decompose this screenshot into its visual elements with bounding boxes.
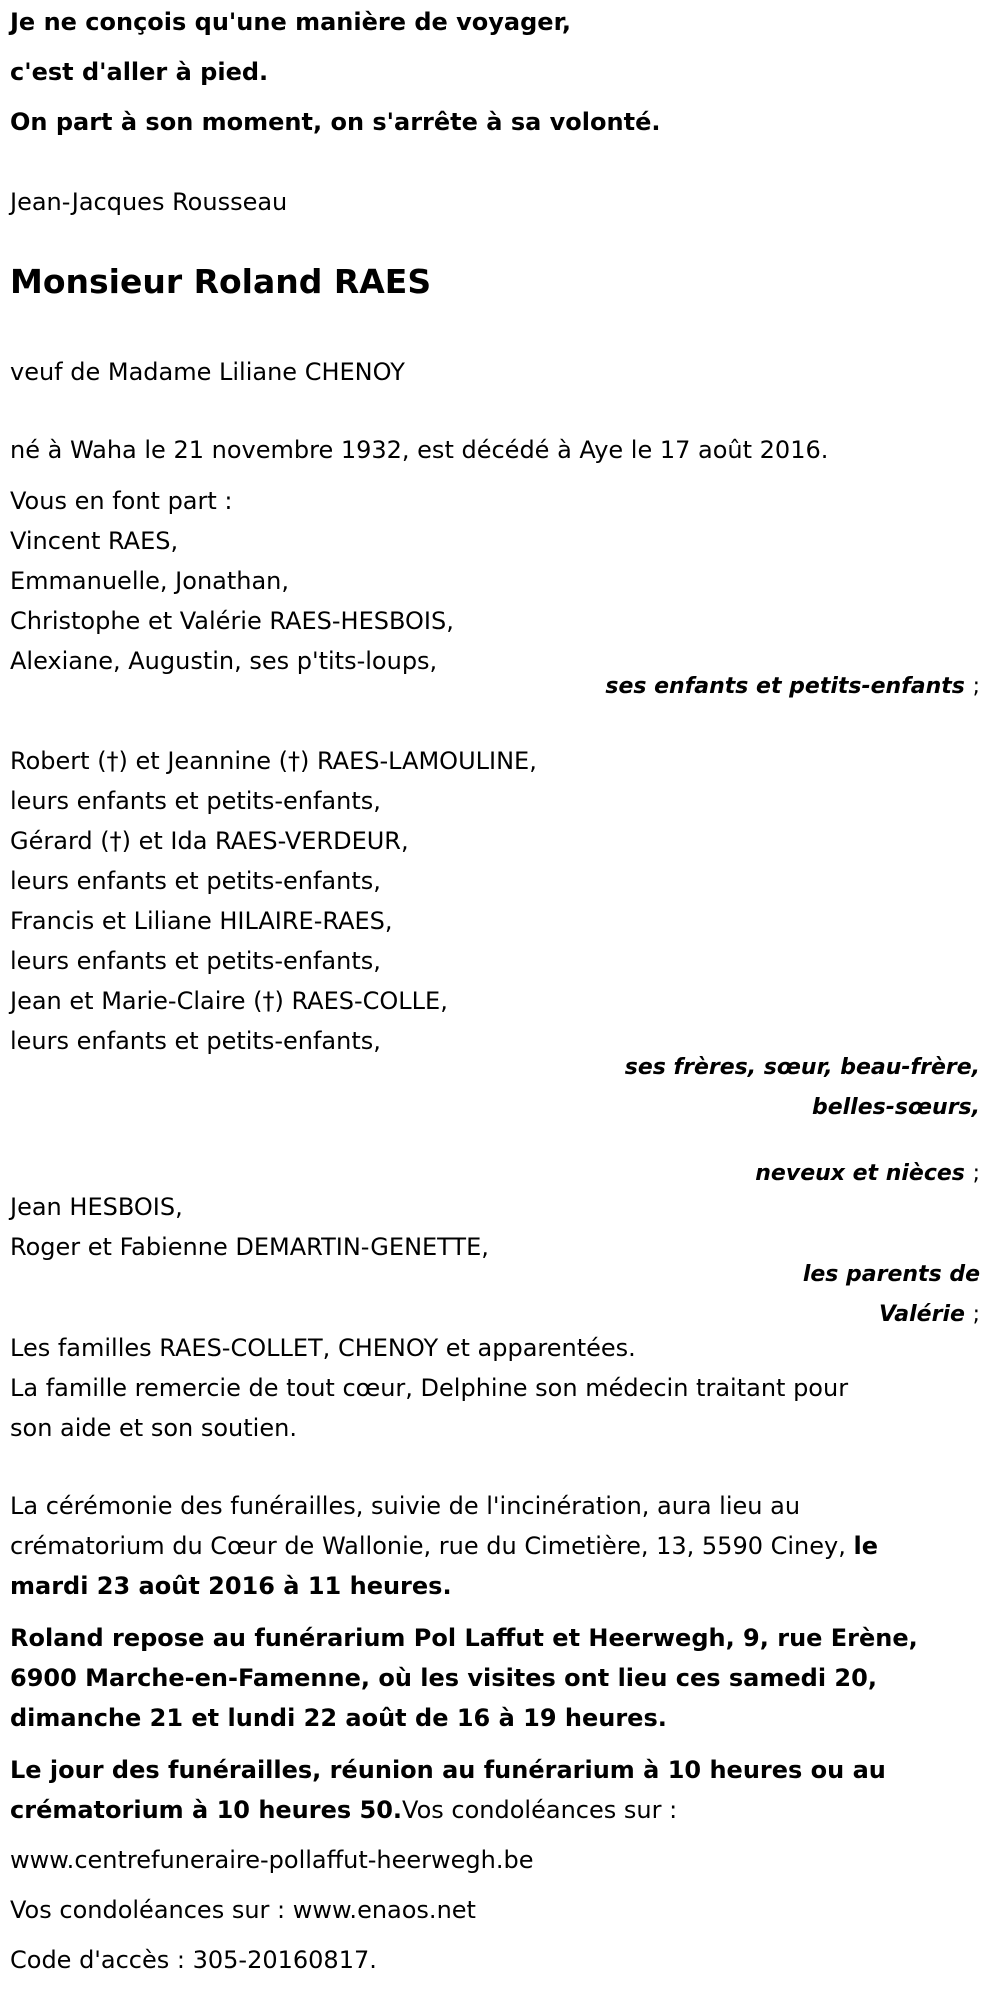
children-role-text: ses enfants et petits-enfants [605,674,965,699]
sibling-line: Jean et Marie-Claire (†) RAES-COLLE, [10,987,448,1015]
inlaws-role [720,1255,980,1335]
sibling-line: Francis et Liliane HILAIRE-RAES, [10,907,393,935]
inlaw-line: Roger et Fabienne DEMARTIN-GENETTE, [10,1233,489,1261]
rest-line-3: dimanche 21 et lundi 22 août de 16 à 19 heures. [10,1704,667,1732]
siblings-role-2 [600,1154,980,1194]
children-line: Emmanuelle, Jonathan, [10,567,290,595]
quote-line-3: On part à son moment, on s'arrête à sa volonté. [10,108,661,136]
rest-line-1: Roland repose au funérarium Pol Laffut et Heerwegh, 9, rue Erène, [10,1624,918,1652]
siblings-role: ses frères, sœur, beau-frère, belles-sœurs, [624,1055,980,1120]
meeting-line-1: Le jour des funérailles, réunion au funérarium à 10 heures ou au [10,1756,886,1784]
ceremony-line-1: La cérémonie des funérailles, suivie de l'incinération, aura lieu au [10,1492,801,1520]
thanks-line-2: son aide et son soutien. [10,1414,297,1442]
sibling-line: leurs enfants et petits-enfants, [10,867,381,895]
sibling-line: leurs enfants et petits-enfants, [10,787,381,815]
children-line: Alexiane, Augustin, ses p'tits-loups, [10,647,438,675]
sibling-line: Gérard (†) et Ida RAES-VERDEUR, [10,827,409,855]
access-code-line: Code d'accès : 305-20160817. [10,1946,377,1974]
inlaw-line: Jean HESBOIS, [10,1193,183,1221]
sibling-line: leurs enfants et petits-enfants, [10,1027,381,1055]
inlaws-role-text: les parents de Valérie [802,1262,980,1327]
siblings-role-separator: ; [972,1161,980,1186]
enaos-condolences-line[interactable]: Vos condoléances sur : www.enaos.net [10,1896,476,1924]
quote-line-2: c'est d'aller à pied. [10,58,269,86]
children-role-separator: ; [972,674,980,699]
siblings-role-2-text: neveux et nièces [755,1161,965,1186]
quote-line-1: Je ne conçois qu'une manière de voyager, [10,8,572,36]
sibling-line: Robert (†) et Jeannine (†) RAES-LAMOULINE, [10,747,537,775]
inlaws-role-separator: ; [972,1302,980,1327]
ceremony-line-2-bold: le [853,1532,878,1560]
sibling-line: leurs enfants et petits-enfants, [10,947,381,975]
deceased-name: Monsieur Roland RAES [10,262,432,301]
ceremony-line-2-text: crématorium du Cœur de Wallonie, rue du Cimetière, 13, 5590 Ciney, [10,1532,846,1560]
children-line: Christophe et Valérie RAES-HESBOIS, [10,607,454,635]
families-line: Les familles RAES-COLLET, CHENOY et apparentées. [10,1334,636,1362]
rest-line-2: 6900 Marche-en-Famenne, où les visites ont lieu ces samedi 20, [10,1664,877,1692]
children-line: Vincent RAES, [10,527,179,555]
ceremony-line-2 [10,1532,878,1560]
spouse-line: veuf de Madame Liliane CHENOY [10,358,405,386]
quote-author: Jean-Jacques Rousseau [10,188,288,216]
announce-line: Vous en font part : [10,487,233,515]
website-link[interactable]: www.centrefuneraire-pollaffut-heerwegh.be [10,1846,534,1874]
dates-line: né à Waha le 21 novembre 1932, est décédé à Aye le 17 août 2016. [10,436,829,464]
meeting-line-2-bold: crématorium à 10 heures 50. [10,1796,403,1824]
children-role [600,667,980,707]
meeting-line-2 [10,1796,677,1824]
ceremony-line-3: mardi 23 août 2016 à 11 heures. [10,1572,452,1600]
meeting-line-2-tail: Vos condoléances sur : [402,1796,678,1824]
thanks-line-1: La famille remercie de tout cœur, Delphine son médecin traitant pour [10,1374,849,1402]
